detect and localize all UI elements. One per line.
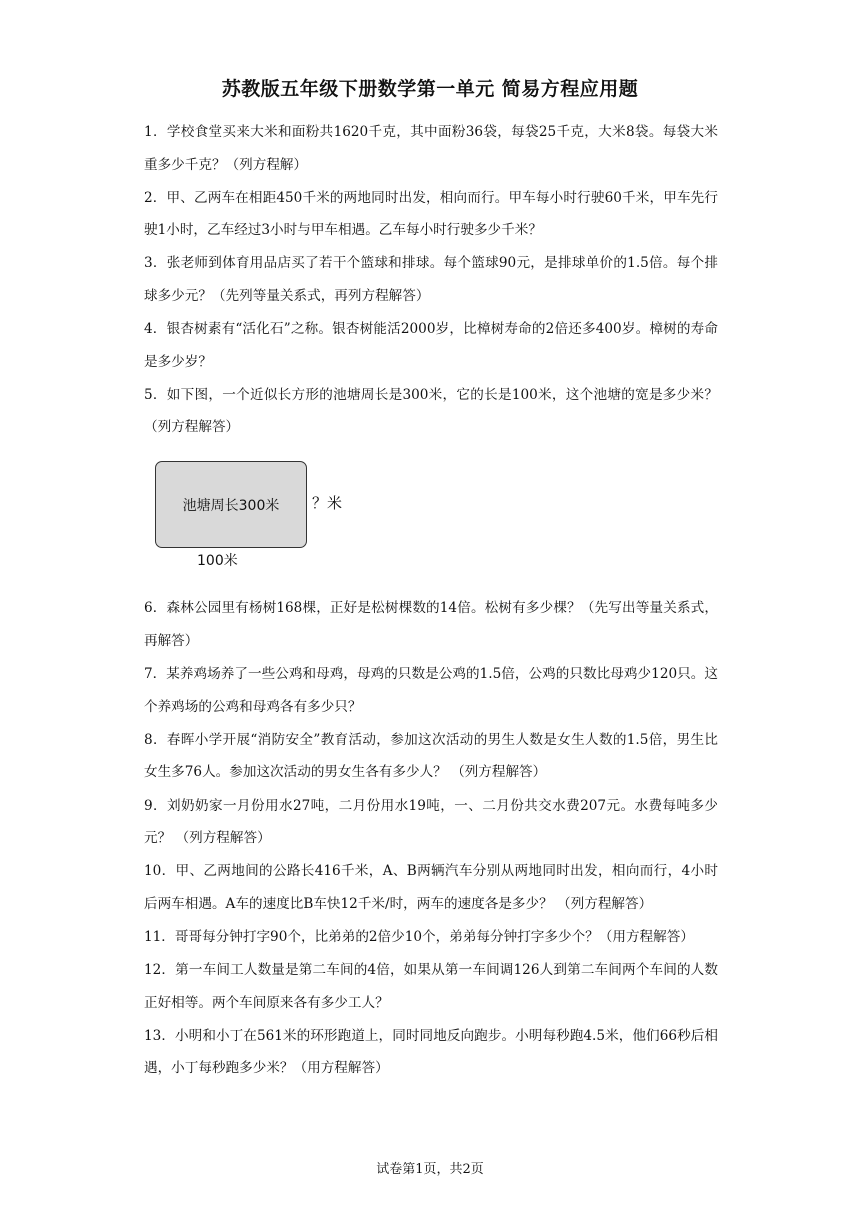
question-6: 6．森林公园里有杨树168棵，正好是松树棵数的14倍。松树有多少棵？（先写出等量关系式，再解答）	[144, 600, 718, 650]
pond-length-label: 100米	[197, 553, 238, 570]
question-11: 11．哥哥每分钟打字90个，比弟弟的2倍少10个，弟弟每分钟打字多少个？（用方程解答）	[144, 928, 694, 945]
question-2: 2．甲、乙两车在相距450千米的两地同时出发，相向而行。甲车每小时行驶60千米，甲车先行驶1小时，乙车经过3小时与甲车相遇。乙车每小时行驶多少千米？	[144, 189, 718, 239]
question-10: 10．甲、乙两地间的公路长416千米，A、B两辆汽车分别从两地同时出发，相向而行，4小时后两车相遇。A车的速度比B车快12千米/时，两车的速度各是多少？ （列方程解答）	[144, 863, 718, 912]
question-4: 4．银杏树素有“活化石”之称。银杏树能活2000岁，比樟树寿命的2倍还多400岁。樟树的寿命是多少岁？	[144, 321, 718, 370]
question-list	[144, 116, 718, 1085]
pond-rectangle	[155, 461, 307, 548]
question-13: 13．小明和小丁在561米的环形跑道上，同时同地反向跑步。小明每秒跑4.5米，他们66秒后相遇，小丁每秒跑多少米？（用方程解答）	[144, 1027, 718, 1077]
pond-width-label: ？米	[312, 494, 343, 513]
question-1: 1．学校食堂买来大米和面粉共1620千克，其中面粉36袋，每袋25千克，大米8袋。每袋大米重多少千克？（列方程解）	[144, 124, 718, 173]
question-8: 8．春晖小学开展“消防安全”教育活动，参加这次活动的男生人数是女生人数的1.5倍，男生比女生多76人。参加这次活动的男女生各有多少人？ （列方程解答）	[144, 731, 718, 781]
pond-perimeter-label: 池塘周长300米	[182, 497, 280, 514]
page-footer: 试卷第1页，共2页	[376, 1162, 484, 1177]
question-5: 5．如下图，一个近似长方形的池塘周长是300米，它的长是100米，这个池塘的宽是多少米？（列方程解答）	[144, 386, 718, 436]
question-9: 9．刘奶奶家一月份用水27吨，二月份用水19吨，一、二月份共交水费207元。水费每吨多少元？ （列方程解答）	[144, 797, 718, 847]
question-7: 7．某养鸡场养了一些公鸡和母鸡，母鸡的只数是公鸡的1.5倍，公鸡的只数比母鸡少120只。这个养鸡场的公鸡和母鸡各有多少只？	[144, 666, 718, 715]
page-title: 苏教版五年级下册数学第一单元 简易方程应用题	[221, 78, 639, 100]
pond-diagram	[144, 444, 718, 592]
question-12: 12．第一车间工人数量是第二车间的4倍，如果从第一车间调126人到第二车间两个车间的人数正好相等。两个车间原来各有多少工人？	[144, 961, 718, 1011]
question-3: 3．张老师到体育用品店买了若干个篮球和排球。每个篮球90元，是排球单价的1.5倍。每个排球多少元？（先列等量关系式，再列方程解答）	[144, 255, 718, 304]
